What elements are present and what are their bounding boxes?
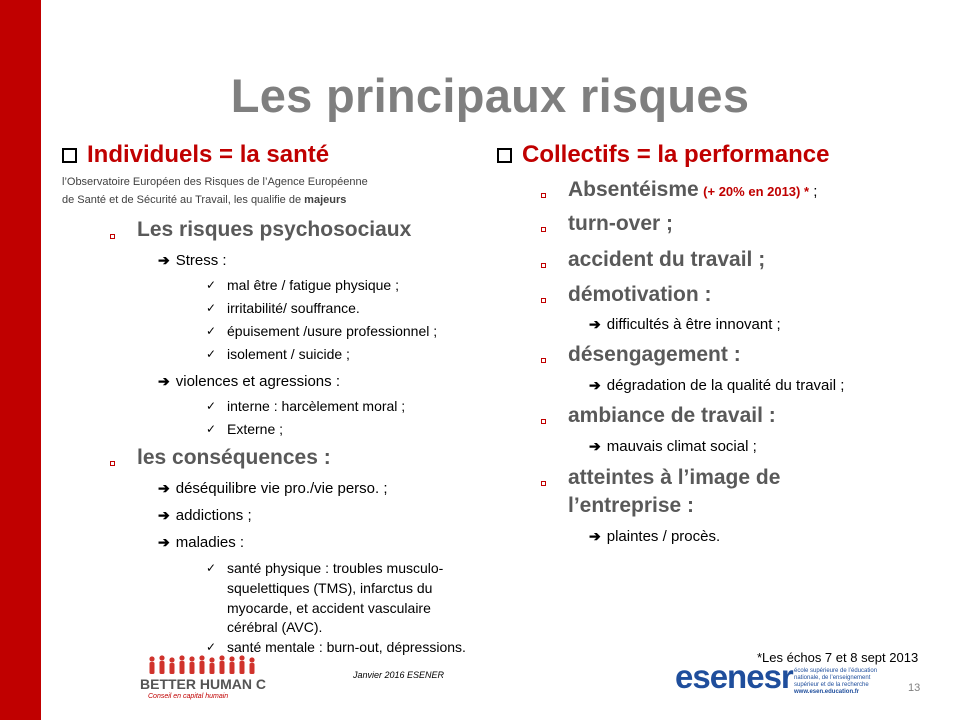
square-bullet-icon [541,227,546,232]
page-number: 13 [908,682,921,694]
arrow-right-icon: ➔ [589,528,601,544]
square-bullet-icon [110,234,115,239]
ambiance-sub-text: mauvais climat social ; [606,438,757,455]
esenesr-caption-2: nationale, de l’enseignement [794,675,871,681]
absenteisme-end: ; [809,183,818,200]
source-line-2 [62,194,346,206]
check-icon: ✓ [206,399,217,413]
consequences-heading: les conséquences : [137,446,331,469]
source-line-2-text: de Santé et de Sécurité au Travail, les qualifie de [62,194,302,206]
square-bullet-icon [541,263,546,268]
violences-label: violences et agressions : [175,373,340,390]
arrow-right-icon: ➔ [158,480,170,496]
demotivation-sub [589,316,781,333]
better-human-sub: Conseil en capital humain [148,693,229,700]
absenteisme-note: (+ 20% en 2013) * [703,184,810,199]
atteintes-line-2: l’entreprise : [568,494,695,517]
source-line-1: l’Observatoire Européen des Risques de l’Agence Européenne [62,176,368,188]
arrow-right-icon: ➔ [158,252,170,268]
maladies-line-2: squelettiques (TMS), infarctus du [227,580,433,596]
source-line-2-bold: majeurs [304,194,347,206]
stress-sub-3: épuisement /usure professionnel ; [227,323,438,339]
stress-label: Stress : [175,252,227,269]
violences-sub-1: interne : harcèlement moral ; [227,398,406,414]
atteintes-line-1: atteintes à l’image de [568,466,781,489]
check-icon: ✓ [206,301,217,315]
esenesr-caption-3: supérieur et de la recherche [794,682,869,688]
consequence-item-3 [158,534,244,551]
esenesr-caption [794,668,877,696]
square-bullet-icon [541,419,546,424]
arrow-right-icon: ➔ [589,377,601,393]
turnover-item: turn-over ; [568,212,673,235]
stress-sub-2: irritabilité/ souffrance. [227,300,360,316]
demotivation-sub-text: difficultés à être innovant ; [606,316,781,333]
people-silhouettes-icon [146,655,266,677]
consequence-item-2 [158,507,252,524]
consequence-text-2: addictions ; [175,507,252,524]
accident-item: accident du travail ; [568,248,766,271]
stress-sub-1: mal être / fatigue physique ; [227,277,399,293]
consequence-text-1: déséquilibre vie pro./vie perso. ; [175,480,388,497]
slide-title: Les principaux risques [230,69,750,122]
check-icon: ✓ [206,347,217,361]
maladies-line-3: myocarde, et accident vasculaire [227,600,431,616]
square-bullet-icon [541,193,546,198]
atteintes-sub [589,528,720,545]
check-icon: ✓ [206,324,217,338]
arrow-right-icon: ➔ [158,534,170,550]
desengagement-sub-text: dégradation de la qualité du travail ; [606,377,845,394]
psycho-heading: Les risques psychosociaux [137,218,412,241]
better-human-logo [138,655,278,705]
left-heading [62,141,329,169]
arrow-right-icon: ➔ [589,438,601,454]
check-icon: ✓ [206,561,217,575]
square-bullet-icon [110,461,115,466]
check-icon: ✓ [206,278,217,292]
consequence-item-1 [158,480,388,497]
stress-item [158,252,227,269]
right-heading-text: Collectifs = la performance [522,141,830,168]
stress-sub-4: isolement / suicide ; [227,346,350,362]
maladies-line-4: cérébral (AVC). [227,619,323,635]
arrow-right-icon: ➔ [158,507,170,523]
esenesr-logo [675,658,880,710]
arrow-right-icon: ➔ [589,316,601,332]
ambiance-sub [589,438,757,455]
consequence-text-3: maladies : [175,534,245,551]
left-heading-text: Individuels = la santé [87,141,330,168]
checkbox-bullet-icon [62,148,77,163]
square-bullet-icon [541,481,546,486]
esenesr-caption-1: école supérieure de l’éducation [794,668,878,674]
maladies-line-5: santé mentale : burn-out, dépressions. [227,639,466,655]
arrow-right-icon: ➔ [158,373,170,389]
absenteisme-item [568,178,817,202]
demotivation-item: démotivation : [568,283,712,306]
square-bullet-icon [541,358,546,363]
maladies-line-1: santé physique : troubles musculo- [227,560,444,576]
desengagement-item: désengagement : [568,343,741,366]
absenteisme-text: Absentéisme [568,178,699,201]
esenesr-caption-4: www.esen.education.fr [794,689,860,695]
checkbox-bullet-icon [497,148,512,163]
esenesr-wordmark: esenesr [675,658,793,695]
right-heading [497,141,829,169]
source-footnote: *Les échos 7 et 8 sept 2013 [757,650,919,665]
square-bullet-icon [541,298,546,303]
desengagement-sub [589,377,844,394]
check-icon: ✓ [206,422,217,436]
better-human-text: BETTER HUMAN C [140,676,266,692]
check-icon: ✓ [206,640,217,654]
ambiance-item: ambiance de travail : [568,404,776,427]
violences-item [158,373,340,390]
violences-sub-2: Externe ; [227,421,284,437]
footer-date: Janvier 2016 ESENER [353,670,445,680]
atteintes-sub-text: plaintes / procès. [606,528,721,545]
